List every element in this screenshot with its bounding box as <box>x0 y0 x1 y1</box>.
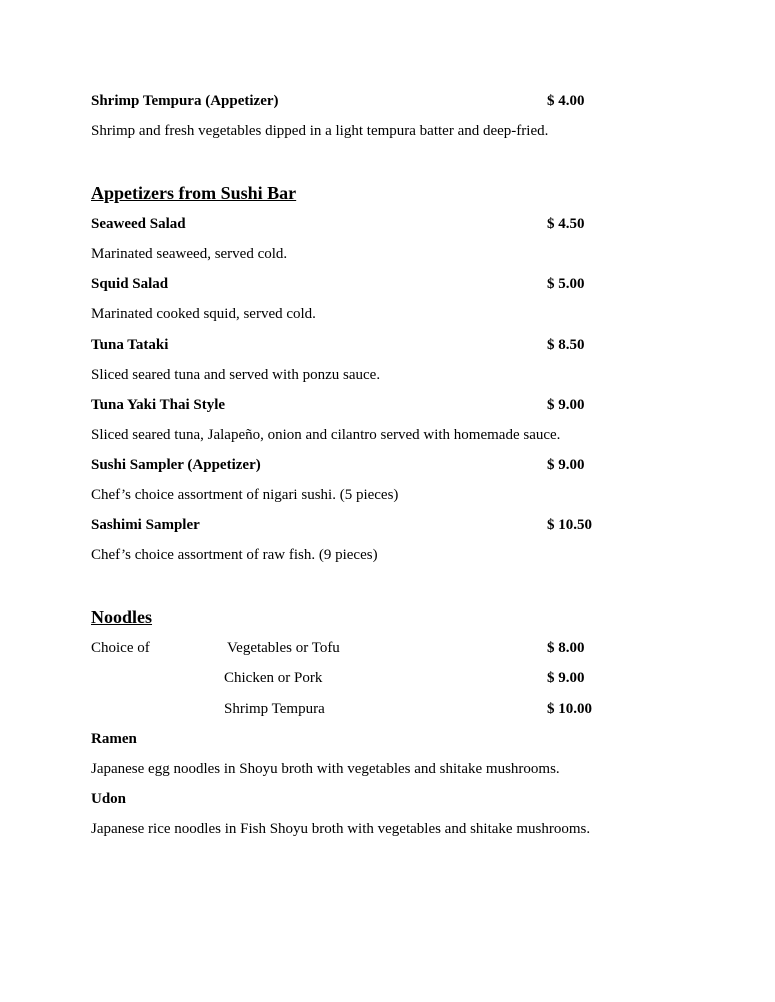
noodle-price-shrimp-tempura: $ 10.00 <box>547 701 592 717</box>
item-name-sushi-sampler: Sushi Sampler (Appetizer) <box>91 457 261 473</box>
noodles-choice-label: Choice of <box>91 640 150 656</box>
item-price-seaweed-salad: $ 4.50 <box>547 216 585 232</box>
noodle-price-chicken-pork: $ 9.00 <box>547 670 585 686</box>
noodle-option-vegetables-tofu: Vegetables or Tofu <box>227 640 340 656</box>
noodle-option-chicken-pork: Chicken or Pork <box>224 670 323 686</box>
item-name-tuna-tataki: Tuna Tataki <box>91 337 169 353</box>
item-name-tuna-yaki: Tuna Yaki Thai Style <box>91 397 226 413</box>
item-desc-udon: Japanese rice noodles in Fish Shoyu broth with vegetables and shitake mushrooms. <box>91 821 591 837</box>
section-heading-noodles: Noodles <box>91 607 153 627</box>
item-name-shrimp-tempura: Shrimp Tempura (Appetizer) <box>91 93 279 109</box>
item-desc-squid-salad: Marinated cooked squid, served cold. <box>91 306 316 322</box>
item-name-ramen: Ramen <box>91 731 137 747</box>
item-name-seaweed-salad: Seaweed Salad <box>91 216 186 232</box>
item-price-shrimp-tempura: $ 4.00 <box>547 93 585 109</box>
item-name-squid-salad: Squid Salad <box>91 276 169 292</box>
item-price-sushi-sampler: $ 9.00 <box>547 457 585 473</box>
item-name-udon: Udon <box>91 791 127 807</box>
item-price-sashimi-sampler: $ 10.50 <box>547 517 592 533</box>
item-desc-shrimp-tempura: Shrimp and fresh vegetables dipped in a light tempura batter and deep-fried. <box>91 123 549 139</box>
item-price-tuna-yaki: $ 9.00 <box>547 397 585 413</box>
item-name-sashimi-sampler: Sashimi Sampler <box>91 517 200 533</box>
item-desc-tuna-tataki: Sliced seared tuna and served with ponzu sauce. <box>91 367 381 383</box>
item-desc-sushi-sampler: Chef’s choice assortment of nigari sushi. (5 pieces) <box>91 487 399 503</box>
item-price-tuna-tataki: $ 8.50 <box>547 337 585 353</box>
section-heading-sushi-bar: Appetizers from Sushi Bar <box>91 183 297 203</box>
noodle-option-shrimp-tempura: Shrimp Tempura <box>224 701 325 717</box>
item-price-squid-salad: $ 5.00 <box>547 276 585 292</box>
item-desc-sashimi-sampler: Chef’s choice assortment of raw fish. (9 pieces) <box>91 547 378 563</box>
item-desc-seaweed-salad: Marinated seaweed, served cold. <box>91 246 288 262</box>
noodle-price-vegetables-tofu: $ 8.00 <box>547 640 585 656</box>
item-desc-ramen: Japanese egg noodles in Shoyu broth with vegetables and shitake mushrooms. <box>91 761 560 777</box>
item-desc-tuna-yaki: Sliced seared tuna, Jalapeño, onion and cilantro served with homemade sauce. <box>91 427 561 443</box>
